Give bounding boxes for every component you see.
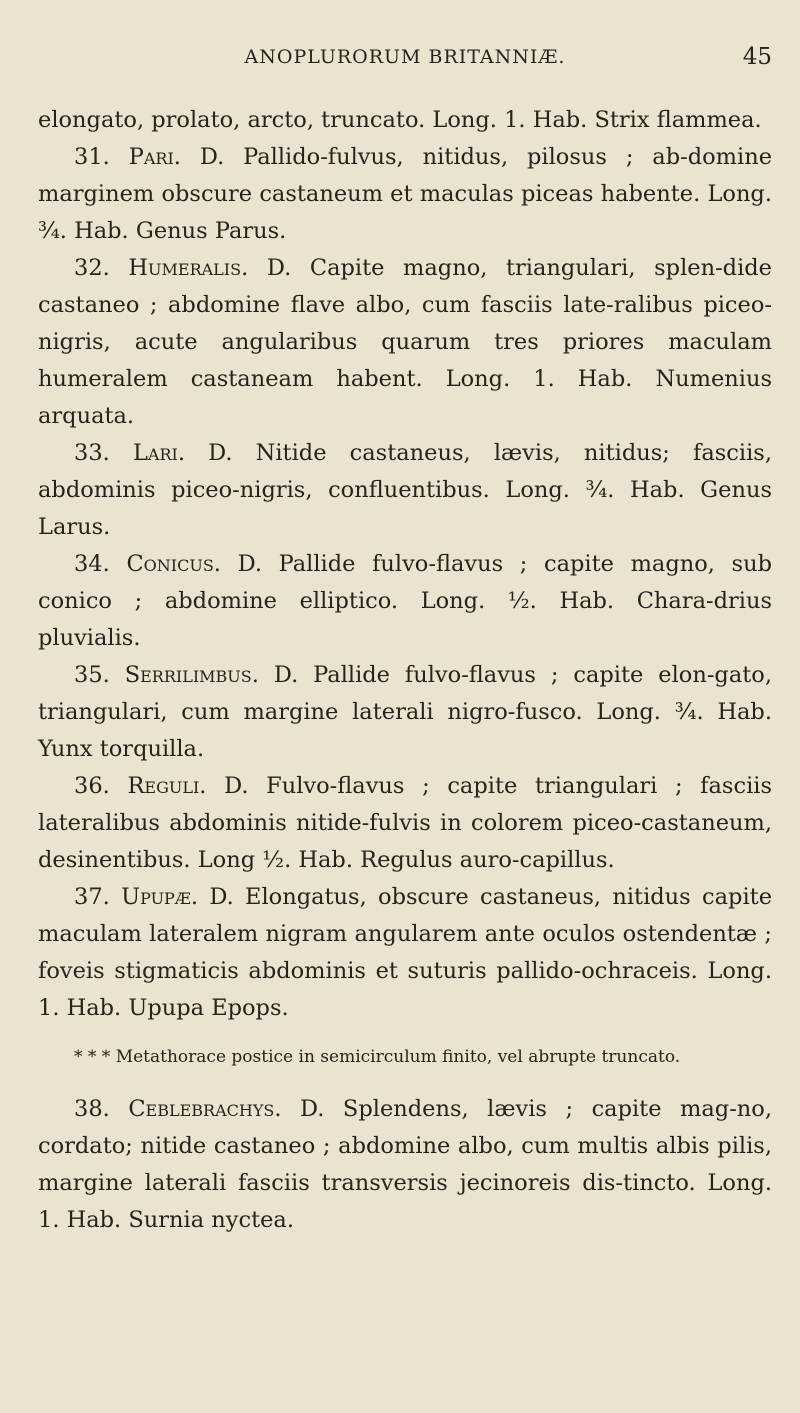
entry-name: Lari.: [132, 440, 185, 466]
entry-name: Pari.: [128, 144, 181, 170]
entry-34: [38, 546, 772, 657]
entry-name: Reguli.: [127, 773, 207, 799]
entry-number: 38.: [74, 1096, 110, 1122]
entry-number: 34.: [74, 551, 110, 577]
entry-text: D. Capite magno, triangulari, splen-dide castaneo ; abdomine flave albo, cum fasciis late-ralibus piceo-nigris, acute angularibus quarum tres priores maculam humeralem castaneam habent. Long. 1. Hab. Numenius arquata.: [38, 255, 772, 429]
entry-number: 35.: [74, 662, 110, 688]
entry-continuation: [38, 102, 772, 139]
entry-33: [38, 435, 772, 546]
entry-name: Ceblebrachys.: [128, 1096, 282, 1122]
entry-text: D. Pallide fulvo-flavus ; capite elon-gato, triangulari, cum margine laterali nigro-fusco. Long. ¾. Hab. Yunx torquilla.: [38, 662, 772, 762]
entry-text: D. Fulvo-flavus ; capite triangulari ; fasciis lateralibus abdominis nitide-fulvis in colorem piceo-castaneum, desinentibus. Long ½. Hab. Regulus auro-capillus.: [38, 773, 773, 873]
entry-text: D. Splendens, lævis ; capite mag-no, cordato; nitide castaneo ; abdomine albo, cum multis albis pilis, margine laterali fasciis transversis jecinoreis dis-tincto. Long. 1. Hab. Surnia nyctea.: [38, 1096, 772, 1233]
entry-name: Conicus.: [126, 551, 221, 577]
entry-number: 33.: [74, 440, 110, 466]
entry-name: Upupæ.: [121, 884, 198, 910]
entry-text: D. Pallido-fulvus, nitidus, pilosus ; ab-domine marginem obscure castaneum et maculas piceas habente. Long. ¾. Hab. Genus Parus.: [38, 144, 773, 244]
entry-32: [38, 250, 772, 435]
entry-name: Humeralis.: [128, 255, 249, 281]
entry-number: 31.: [74, 144, 110, 170]
page-body: [38, 102, 772, 1239]
entry-37: [38, 879, 772, 1027]
entry-text: D. Pallide fulvo-flavus ; capite magno, sub conico ; abdomine elliptico. Long. ½. Hab. Chara-drius pluvialis.: [38, 551, 772, 651]
running-title: ANOPLURORUM BRITANNIÆ.: [244, 46, 566, 68]
entry-text: D. Nitide castaneus, lævis, nitidus; fasciis, abdominis piceo-nigris, confluentibus. Long. ¾. Hab. Genus Larus.: [38, 440, 772, 540]
entry-number: 36.: [74, 773, 110, 799]
entry-number: 32.: [74, 255, 110, 281]
entry-38: [38, 1091, 772, 1239]
page-header: [38, 46, 772, 76]
entry-text: elongato, prolato, arcto, truncato. Long. 1. Hab. Strix flammea.: [38, 107, 762, 133]
entry-36: [38, 768, 772, 879]
entry-31: [38, 139, 772, 250]
entry-number: 37.: [74, 884, 110, 910]
entry-35: [38, 657, 772, 768]
entry-text: D. Elongatus, obscure castaneus, nitidus capite maculam lateralem nigram angularem ante oculos ostendentæ ; foveis stigmaticis abdominis et suturis pallido-ochraceis. Long. 1. Hab. Upupa Epops.: [38, 884, 773, 1021]
section-note: * * * Metathorace postice in semicirculum finito, vel abrupte truncato.: [74, 1047, 681, 1067]
entry-name: Serrilimbus.: [124, 662, 259, 688]
page-number: 45: [742, 44, 772, 70]
